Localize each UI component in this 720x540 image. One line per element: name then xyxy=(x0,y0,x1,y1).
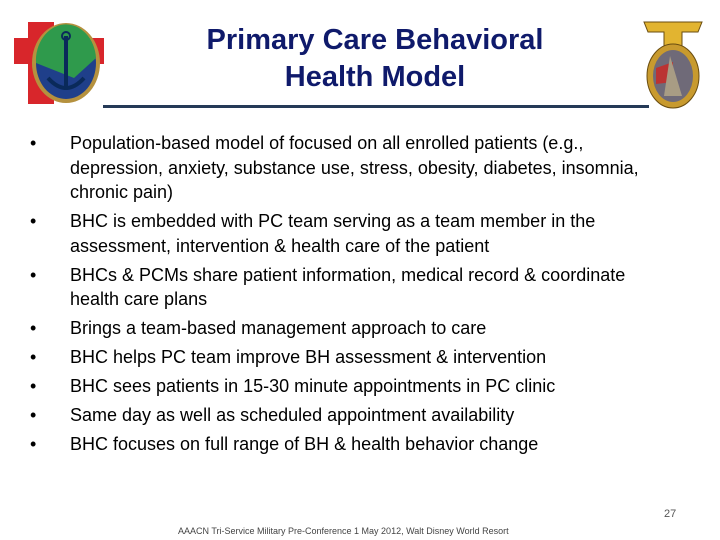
bullet-text: BHC is embedded with PC team serving as a team member in the assessment, intervention & health care of the patient xyxy=(70,211,596,256)
bullet-text: Population-based model of focused on all enrolled patients (e.g., depression, anxiety, substance use, stress, obesity, diabetes, insomnia, chronic pain) xyxy=(70,133,639,202)
bullet-marker: • xyxy=(30,434,37,454)
bullet-marker: • xyxy=(30,264,37,285)
bullet-item xyxy=(30,374,670,399)
title-line-1: Primary Care Behavioral xyxy=(206,24,544,56)
bullet-item xyxy=(30,131,670,205)
naval-hospital-seal xyxy=(642,18,704,110)
bullet-item xyxy=(30,263,670,312)
bullet-marker: • xyxy=(30,405,37,425)
bullet-text: BHC sees patients in 15-30 minute appointments in PC clinic xyxy=(70,376,556,396)
bullet-text: BHCs & PCMs share patient information, medical record & coordinate health care plans xyxy=(70,264,626,309)
bullet-marker: • xyxy=(30,133,37,153)
page-number: 27 xyxy=(664,508,677,520)
bullet-item xyxy=(30,316,670,341)
navy-medical-logo xyxy=(14,18,104,108)
bullet-marker: • xyxy=(30,318,37,338)
bullet-text: Same day as well as scheduled appointment availability xyxy=(70,405,515,425)
bullet-marker: • xyxy=(30,211,37,231)
bullet-text: Brings a team-based management approach to care xyxy=(70,318,487,338)
bullet-marker: • xyxy=(30,376,37,396)
title-divider xyxy=(103,105,649,108)
bullet-item xyxy=(30,403,670,428)
slide-title xyxy=(150,22,600,96)
bullet-text: BHC focuses on full range of BH & health behavior change xyxy=(70,434,539,454)
title-line-2: Health Model xyxy=(284,61,466,93)
bullet-item xyxy=(30,209,670,258)
bullet-marker: • xyxy=(30,347,37,367)
bullet-text: BHC helps PC team improve BH assessment & intervention xyxy=(70,347,547,367)
bullet-item xyxy=(30,432,670,457)
bullet-item xyxy=(30,345,670,370)
slide-footer: AAACN Tri-Service Military Pre-Conference 1 May 2012, Walt Disney World Resort xyxy=(178,526,509,536)
bullet-list xyxy=(30,131,670,461)
